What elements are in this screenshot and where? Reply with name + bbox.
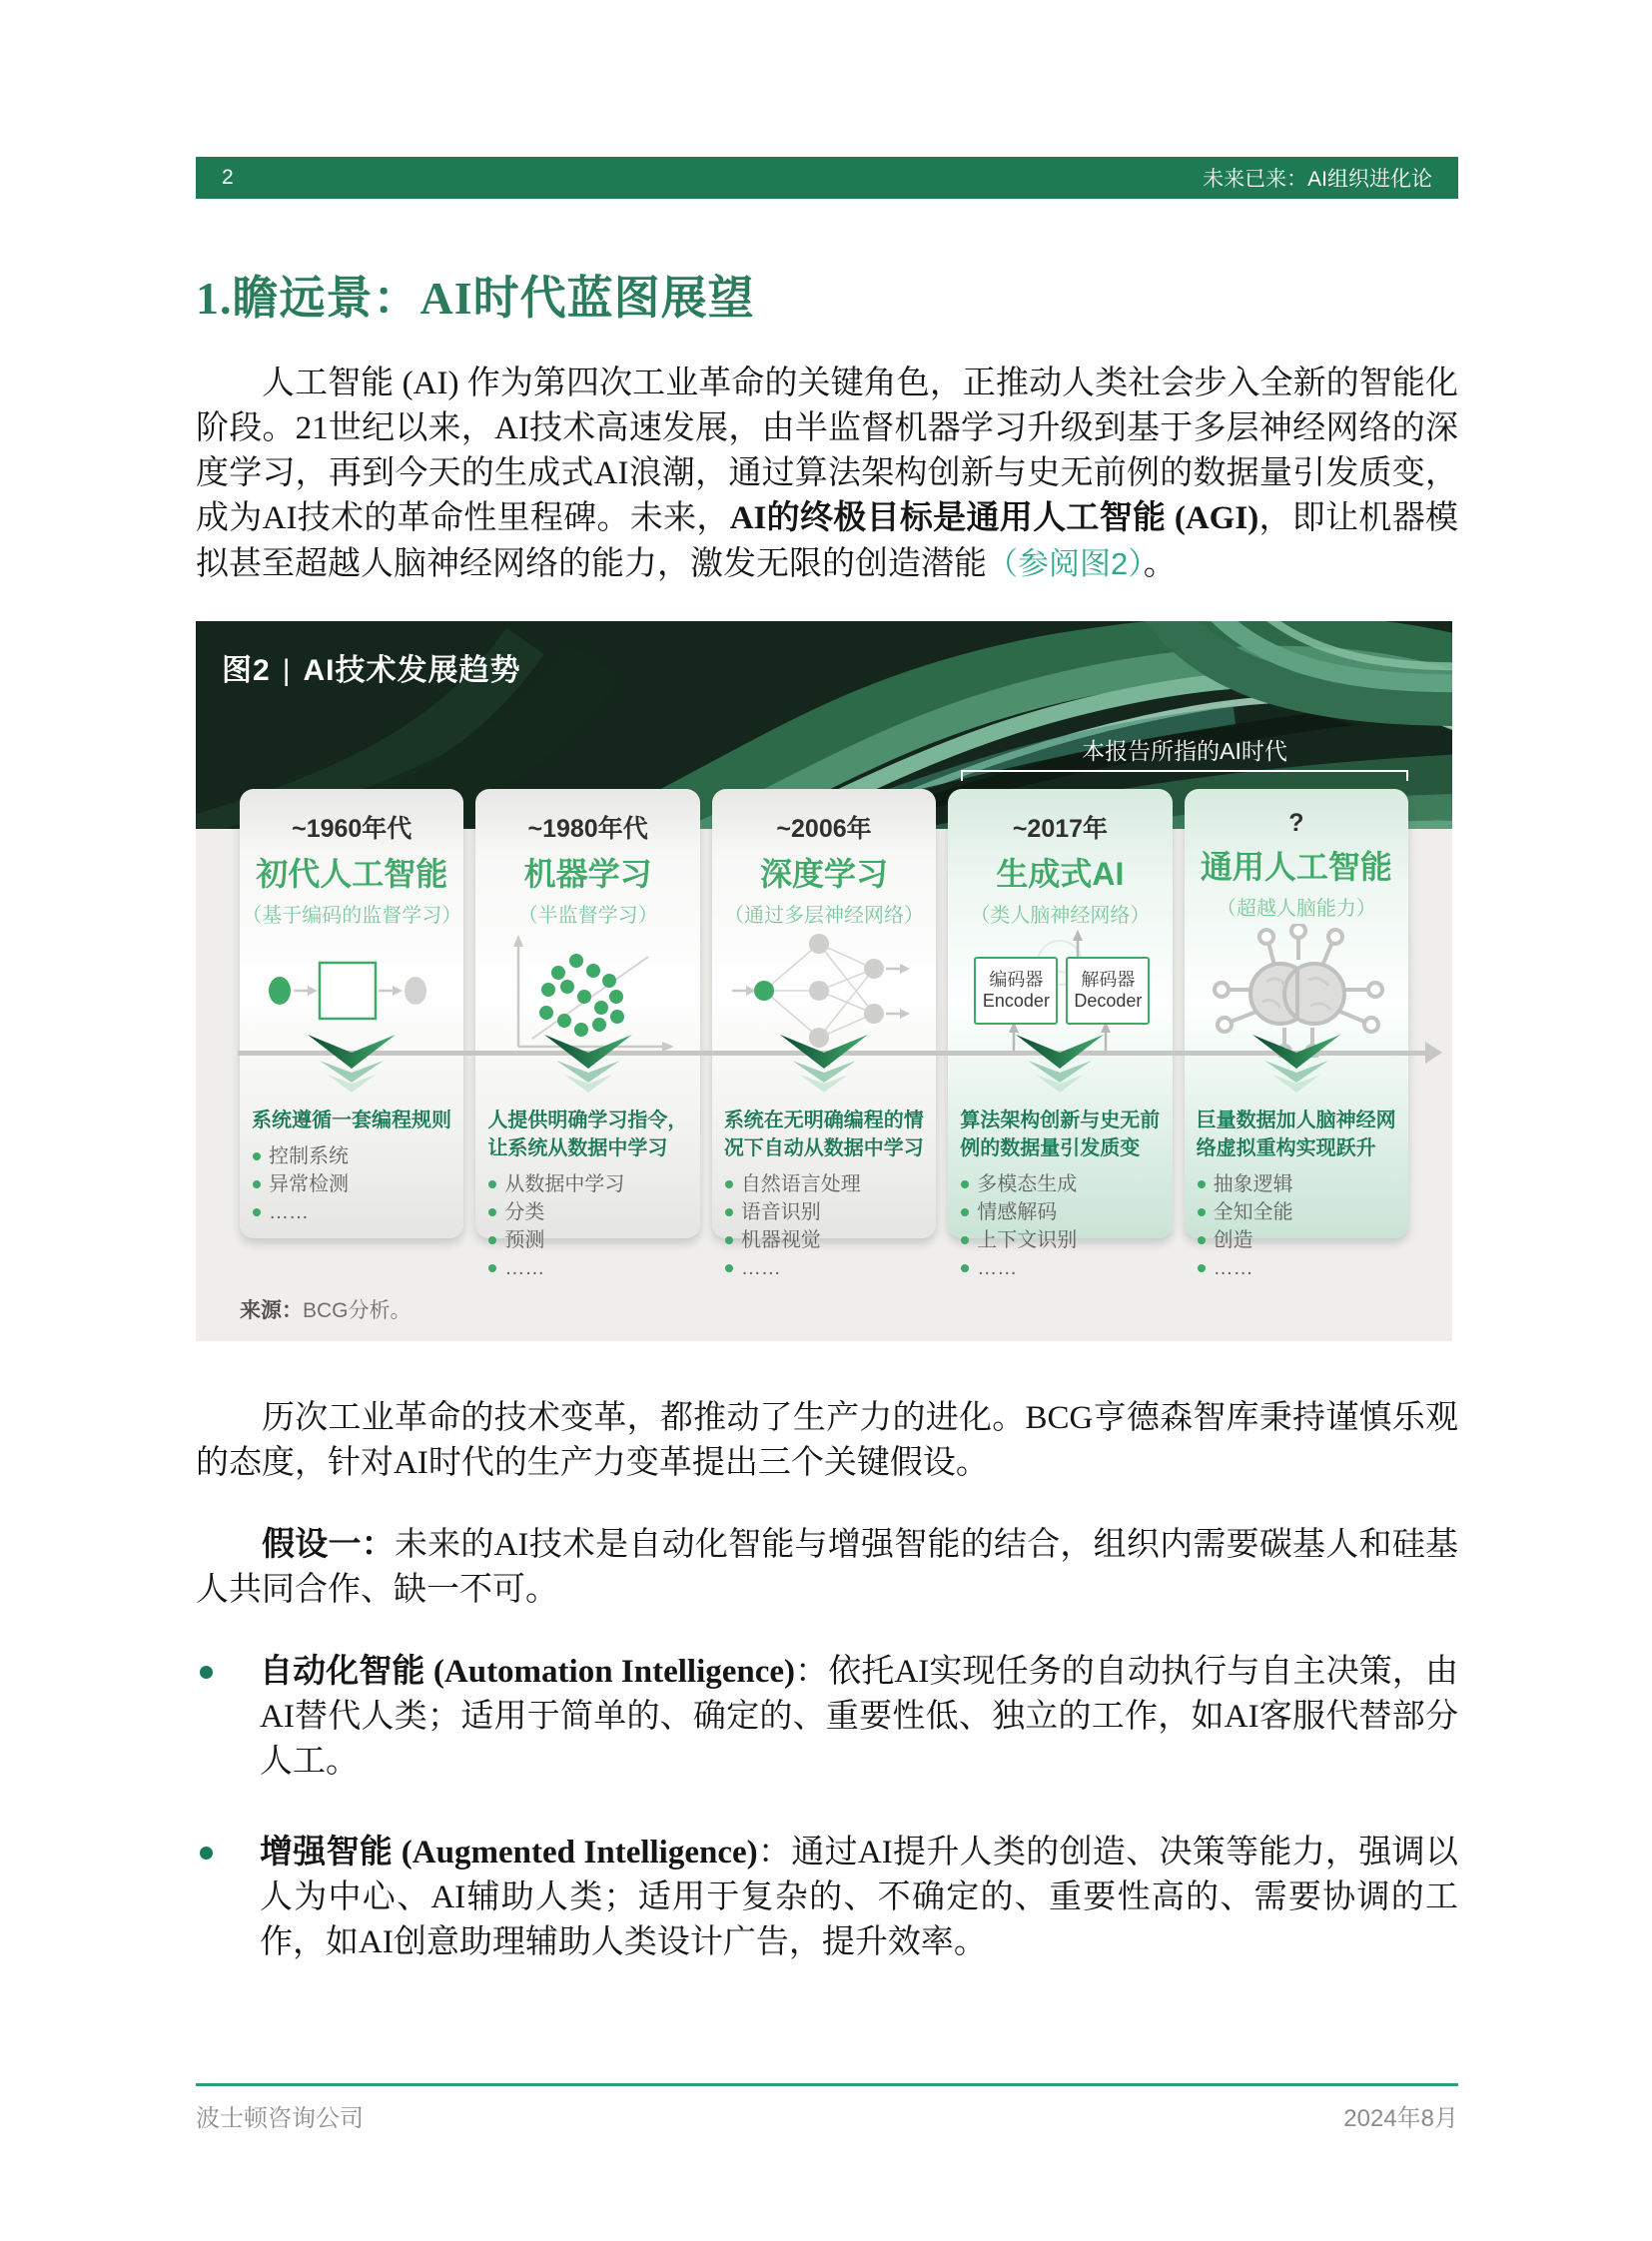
stage-bullet: 情感解码 <box>960 1198 1160 1226</box>
source-value: BCG分析。 <box>303 1299 412 1322</box>
stage-card-generative-ai <box>948 789 1172 1279</box>
stage-description: 系统遵循一套编程规则 <box>252 1110 451 1131</box>
list-item-augmented-intelligence <box>196 1831 1458 1965</box>
stage-text-block <box>712 1107 936 1282</box>
source-label: 来源： <box>240 1299 303 1322</box>
scatter-plot-icon <box>475 929 699 1053</box>
stage-bullet: 预测 <box>487 1226 687 1254</box>
neural-network-icon <box>712 929 936 1053</box>
stage-period: ~1960年代 <box>292 815 413 843</box>
figure-title-separator: | <box>282 654 292 687</box>
stage-bullet: 全知全能 <box>1197 1198 1396 1226</box>
stage-bullet-list <box>724 1170 924 1282</box>
decoder-label-cn: 解码器 <box>1081 970 1136 990</box>
stage-name: 通用人工智能 <box>1200 849 1392 885</box>
brain-circuit-icon <box>1185 929 1408 1053</box>
page-header-bar <box>196 157 1458 199</box>
stage-bullet-list <box>487 1170 687 1282</box>
stage-card-machine-learning <box>475 789 699 1279</box>
footer-date: 2024年8月 <box>1343 2105 1458 2132</box>
automation-intelligence-term: 自动化智能 (Automation Intelligence) <box>260 1654 796 1690</box>
hypothesis-one-label: 假设一： <box>262 1527 395 1563</box>
stage-bullet: 抽象逻辑 <box>1197 1170 1396 1198</box>
stage-period: ~2006年 <box>776 815 872 843</box>
stage-bullet: 从数据中学习 <box>487 1170 687 1198</box>
figure-title-text: AI技术发展趋势 <box>303 654 521 687</box>
stage-description: 系统在无明确编程的情况下自动从数据中学习 <box>723 1110 924 1159</box>
stage-bullet: 自然语言处理 <box>724 1170 924 1198</box>
stage-period: ? <box>1288 809 1304 837</box>
augmented-intelligence-term: 增强智能 (Augmented Intelligence) <box>260 1835 758 1870</box>
list-item-automation-intelligence <box>196 1650 1458 1785</box>
stage-period: ~2017年 <box>1012 815 1109 843</box>
timeline-arrow <box>238 1051 1426 1056</box>
rule-flow-icon <box>240 929 463 1053</box>
stage-description: 算法架构创新与史无前例的数据量引发质变 <box>960 1110 1161 1159</box>
figure-2-ai-trend <box>196 621 1452 1341</box>
stage-bullet-list <box>960 1170 1160 1282</box>
stage-text-block <box>240 1107 463 1226</box>
stage-bullet: 控制系统 <box>252 1142 451 1170</box>
stage-bullet-list <box>252 1142 451 1226</box>
intro-paragraph <box>196 362 1458 587</box>
stage-bullet: …… <box>724 1254 924 1282</box>
stage-bullet: …… <box>487 1254 687 1282</box>
decoder-label-en: Decoder <box>1074 991 1143 1011</box>
intelligence-types-list <box>196 1650 1458 1965</box>
intro-text-2: ，即让机器模拟甚至超越人脑神经网络的能力，激发无限的创造潜能 <box>196 500 1459 582</box>
stage-card-agi <box>1185 789 1408 1279</box>
stage-name: 生成式AI <box>996 856 1125 892</box>
intro-text-3: 。 <box>1143 546 1177 582</box>
hypothesis-one-text: 未来的AI技术是自动化智能与增强智能的结合，组织内需要碳基人和硅基人共同合作、缺一不可。 <box>196 1527 1458 1608</box>
stage-subtitle: （半监督学习） <box>517 905 658 927</box>
page-footer <box>196 2083 1458 2133</box>
stage-bullet: 机器视觉 <box>724 1226 924 1254</box>
stage-cards-row <box>240 789 1408 1279</box>
stage-name: 机器学习 <box>523 856 652 892</box>
paragraph-productivity: 历次工业革命的技术变革，都推动了生产力的进化。BCG亨德森智库秉持谨慎乐观的态度，针对AI时代的生产力变革提出三个关键假设。 <box>196 1400 1458 1481</box>
stage-period: ~1980年代 <box>527 815 648 843</box>
stage-text-block <box>948 1107 1172 1282</box>
stage-name: 深度学习 <box>760 856 889 892</box>
stage-card-header <box>712 789 936 929</box>
stage-bullet: 上下文识别 <box>960 1226 1160 1254</box>
stage-bullet: …… <box>960 1254 1160 1282</box>
stage-bullet: …… <box>1197 1254 1396 1282</box>
stage-card-header <box>1185 789 1408 929</box>
stage-text-block <box>1185 1107 1408 1282</box>
encoder-decoder-icon <box>948 929 1172 1053</box>
figure-source <box>240 1294 412 1324</box>
stage-subtitle: （类人脑神经网络） <box>970 905 1151 927</box>
page-number: 2 <box>222 166 234 189</box>
augmented-intelligence-text: ：通过AI提升人类的创造、决策等能力，强调以人为中心、AI辅助人类；适用于复杂的、不确定的、重要性高的、需要协调的工作，如AI创意助理辅助人类设计广告，提升效率。 <box>260 1835 1458 1960</box>
stage-description: 人提供明确学习指令，让系统从数据中学习 <box>487 1110 688 1159</box>
footer-company: 波士顿咨询公司 <box>196 2105 364 2132</box>
stage-card-deep-learning <box>712 789 936 1279</box>
encoder-label-en: Encoder <box>982 991 1050 1011</box>
encoder-box <box>974 957 1058 1025</box>
stage-description: 巨量数据加人脑神经网络虚拟重构实现跃升 <box>1196 1110 1396 1159</box>
figure-label: 图2 <box>222 654 271 687</box>
stage-card-header <box>240 789 463 929</box>
stage-bullet: 异常检测 <box>252 1170 451 1198</box>
stage-bullet: 分类 <box>487 1198 687 1226</box>
automation-intelligence-text: ：依托AI实现任务的自动执行与自主决策，由AI替代人类；适用于简单的、确定的、重要性低、独立的工作，如AI客服代替部分人工。 <box>260 1654 1458 1780</box>
stage-subtitle: （基于编码的监督学习） <box>242 905 462 927</box>
ai-era-bracket <box>961 770 1408 781</box>
encoder-label-cn: 编码器 <box>989 970 1044 990</box>
stage-card-header <box>475 789 699 929</box>
decoder-box <box>1066 957 1150 1025</box>
stage-card-header <box>948 789 1172 929</box>
stage-text-block <box>475 1107 699 1282</box>
stage-subtitle: （超越人脑能力） <box>1216 898 1376 920</box>
ai-era-note: 本报告所指的AI时代 <box>1082 738 1287 764</box>
intro-bold-agi: AI的终极目标是通用人工智能 (AGI) <box>729 500 1259 536</box>
figure-title <box>222 645 520 689</box>
stage-card-early-ai <box>240 789 463 1238</box>
stage-name: 初代人工智能 <box>256 856 448 892</box>
footer-divider <box>196 2083 1458 2086</box>
document-title: 未来已来：AI组织进化论 <box>1203 168 1432 191</box>
paragraph-hypothesis-one <box>196 1523 1458 1613</box>
section-title: 1.瞻远景：AI时代蓝图展望 <box>196 273 755 324</box>
figure-2-reference-link[interactable]: （参阅图2） <box>987 546 1144 581</box>
stage-bullet: 多模态生成 <box>960 1170 1160 1198</box>
stage-bullet: 语音识别 <box>724 1198 924 1226</box>
stage-bullet: …… <box>252 1198 451 1226</box>
stage-subtitle: （通过多层神经网络） <box>724 905 925 927</box>
stage-bullet-list <box>1197 1170 1396 1282</box>
intro-text-1: 人工智能 (AI) 作为第四次工业革命的关键角色，正推动人类社会步入全新的智能化阶段。21世纪以来，AI技术高速发展，由半监督机器学习升级到基于多层神经网络的深度学习，再到今天的生成式AI浪潮，通过算法架构创新与史无前例的数据量引发质变，成为AI技术的革命性里程碑。未来， <box>196 366 1458 536</box>
stage-bullet: 创造 <box>1197 1226 1396 1254</box>
